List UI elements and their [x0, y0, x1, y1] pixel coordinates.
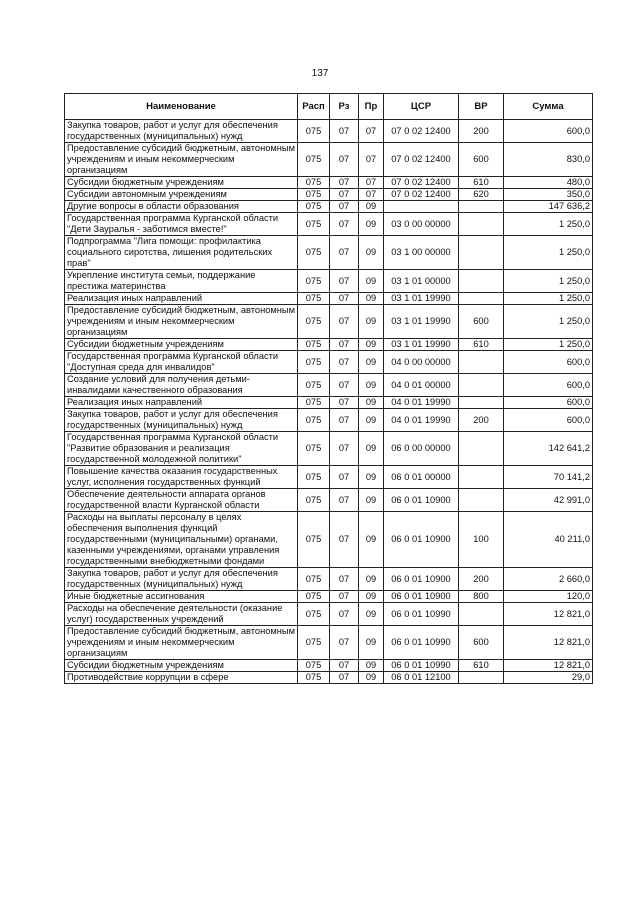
table-cell-pr: 09 [359, 672, 384, 684]
table-cell-sum: 142 641,2 [504, 432, 593, 466]
table-row [65, 270, 593, 293]
page-number: 137 [311, 68, 329, 79]
header-rasp: Расп [298, 94, 330, 120]
table-cell-rz: 07 [330, 568, 359, 591]
table-cell-vr [459, 466, 504, 489]
table-cell-vr: 620 [459, 189, 504, 201]
table-cell-rasp: 075 [298, 120, 330, 143]
table-cell-vr: 200 [459, 120, 504, 143]
table-cell-sum: 70 141,2 [504, 466, 593, 489]
table-cell-rasp: 075 [298, 270, 330, 293]
table-cell-rasp: 075 [298, 626, 330, 660]
table-cell-rasp: 075 [298, 432, 330, 466]
table-cell-sum: 1 250,0 [504, 305, 593, 339]
table-cell-csr: 06 0 01 10900 [384, 591, 459, 603]
table-cell-name: Закупка товаров, работ и услуг для обеспечения государственных (муниципальных) нужд [65, 409, 298, 432]
table-cell-rasp: 075 [298, 293, 330, 305]
table-cell-vr [459, 213, 504, 236]
table-cell-rz: 07 [330, 120, 359, 143]
table-cell-vr [459, 270, 504, 293]
table-header-row [65, 94, 593, 120]
table-cell-vr [459, 432, 504, 466]
table-cell-name: Подпрограмма "Лига помощи: профилактика социального сиротства, лишения родительских прав" [65, 236, 298, 270]
table-row [65, 409, 593, 432]
table-cell-name: Иные бюджетные ассигнования [65, 591, 298, 603]
table-cell-rasp: 075 [298, 591, 330, 603]
table-cell-name: Реализация иных направлений [65, 293, 298, 305]
table-cell-csr: 03 1 00 00000 [384, 236, 459, 270]
table-cell-csr: 07 0 02 12400 [384, 120, 459, 143]
table-cell-rz: 07 [330, 339, 359, 351]
table-cell-rz: 07 [330, 374, 359, 397]
table-cell-sum: 600,0 [504, 409, 593, 432]
table-row [65, 397, 593, 409]
table-cell-pr: 09 [359, 466, 384, 489]
table-cell-csr: 06 0 01 12100 [384, 672, 459, 684]
table-cell-csr: 04 0 01 19990 [384, 409, 459, 432]
table-cell-rz: 07 [330, 351, 359, 374]
table-cell-pr: 09 [359, 374, 384, 397]
table-cell-rasp: 075 [298, 305, 330, 339]
table-cell-rasp: 075 [298, 660, 330, 672]
table-cell-name: Субсидии бюджетным учреждениям [65, 177, 298, 189]
table-cell-name: Государственная программа Курганской области "Дети Зауралья - заботимся вместе!" [65, 213, 298, 236]
table-cell-sum: 147 636,2 [504, 201, 593, 213]
table-cell-sum: 40 211,0 [504, 512, 593, 568]
table-cell-pr: 09 [359, 293, 384, 305]
table-cell-rasp: 075 [298, 512, 330, 568]
table-cell-sum: 12 821,0 [504, 603, 593, 626]
table-cell-csr: 04 0 01 19990 [384, 397, 459, 409]
table-row [65, 568, 593, 591]
table-cell-name: Противодействие коррупции в сфере [65, 672, 298, 684]
table-cell-name: Предоставление субсидий бюджетным, автономным учреждениям и иным некоммерческим организациям [65, 305, 298, 339]
table-cell-rz: 07 [330, 201, 359, 213]
table-cell-name: Обеспечение деятельности аппарата органов государственной власти Курганской области [65, 489, 298, 512]
table-cell-pr: 09 [359, 489, 384, 512]
table-cell-sum: 29,0 [504, 672, 593, 684]
table-cell-sum: 1 250,0 [504, 339, 593, 351]
table-cell-csr: 06 0 01 10990 [384, 660, 459, 672]
table-cell-rz: 07 [330, 293, 359, 305]
table-cell-rz: 07 [330, 591, 359, 603]
table-cell-vr: 200 [459, 409, 504, 432]
table-cell-sum: 1 250,0 [504, 293, 593, 305]
table-cell-rz: 07 [330, 512, 359, 568]
table-cell-sum: 12 821,0 [504, 660, 593, 672]
table-cell-csr: 07 0 02 12400 [384, 143, 459, 177]
table-cell-name: Предоставление субсидий бюджетным, автономным учреждениям и иным некоммерческим организациям [65, 626, 298, 660]
table-cell-name: Государственная программа Курганской области "Доступная среда для инвалидов" [65, 351, 298, 374]
table-cell-name: Государственная программа Курганской области "Развитие образования и реализация государственной молодежной политики" [65, 432, 298, 466]
table-cell-sum: 2 660,0 [504, 568, 593, 591]
table-cell-rasp: 075 [298, 568, 330, 591]
table-cell-vr [459, 201, 504, 213]
table-cell-rz: 07 [330, 489, 359, 512]
table-cell-rz: 07 [330, 672, 359, 684]
table-cell-pr: 09 [359, 568, 384, 591]
table-cell-name: Предоставление субсидий бюджетным, автономным учреждениям и иным некоммерческим организациям [65, 143, 298, 177]
table-cell-name: Закупка товаров, работ и услуг для обеспечения государственных (муниципальных) нужд [65, 568, 298, 591]
table-cell-rz: 07 [330, 213, 359, 236]
table-cell-name: Реализация иных направлений [65, 397, 298, 409]
table-cell-pr: 09 [359, 409, 384, 432]
table-cell-sum: 1 250,0 [504, 270, 593, 293]
table-cell-name: Другие вопросы в области образования [65, 201, 298, 213]
table-cell-csr: 06 0 01 10900 [384, 489, 459, 512]
table-cell-pr: 09 [359, 591, 384, 603]
table-row [65, 660, 593, 672]
table-row [65, 603, 593, 626]
table-cell-pr: 07 [359, 189, 384, 201]
table-cell-vr [459, 603, 504, 626]
table-cell-csr: 07 0 02 12400 [384, 189, 459, 201]
table-row [65, 201, 593, 213]
table-cell-vr [459, 351, 504, 374]
table-cell-sum: 1 250,0 [504, 213, 593, 236]
table-cell-csr: 04 0 00 00000 [384, 351, 459, 374]
table-cell-pr: 09 [359, 213, 384, 236]
table-cell-vr: 200 [459, 568, 504, 591]
table-cell-rasp: 075 [298, 397, 330, 409]
table-cell-name: Субсидии автономным учреждениям [65, 189, 298, 201]
table-row [65, 177, 593, 189]
table-cell-pr: 09 [359, 305, 384, 339]
table-cell-sum: 830,0 [504, 143, 593, 177]
table-cell-csr: 06 0 01 10990 [384, 603, 459, 626]
table-cell-name: Субсидии бюджетным учреждениям [65, 660, 298, 672]
table-cell-vr: 610 [459, 177, 504, 189]
budget-table [64, 93, 593, 684]
table-cell-rasp: 075 [298, 603, 330, 626]
table-cell-csr: 03 1 01 19990 [384, 293, 459, 305]
table-cell-rasp: 075 [298, 466, 330, 489]
table-cell-sum: 480,0 [504, 177, 593, 189]
table-cell-pr: 09 [359, 603, 384, 626]
table-cell-pr: 09 [359, 432, 384, 466]
table-cell-rz: 07 [330, 143, 359, 177]
header-vr: ВР [459, 94, 504, 120]
table-cell-csr: 03 0 00 00000 [384, 213, 459, 236]
table-cell-csr: 06 0 01 00000 [384, 466, 459, 489]
table-cell-csr: 04 0 01 00000 [384, 374, 459, 397]
table-row [65, 374, 593, 397]
table-cell-pr: 09 [359, 397, 384, 409]
table-cell-pr: 09 [359, 660, 384, 672]
table-cell-csr: 06 0 01 10900 [384, 568, 459, 591]
table-cell-vr [459, 374, 504, 397]
table-cell-pr: 09 [359, 512, 384, 568]
table-cell-rasp: 075 [298, 672, 330, 684]
table-cell-sum: 42 991,0 [504, 489, 593, 512]
table-cell-vr [459, 672, 504, 684]
table-row [65, 626, 593, 660]
table-cell-vr: 600 [459, 626, 504, 660]
table-cell-csr: 06 0 01 10900 [384, 512, 459, 568]
table-cell-rz: 07 [330, 466, 359, 489]
table-cell-rasp: 075 [298, 489, 330, 512]
table-cell-rasp: 075 [298, 143, 330, 177]
table-cell-vr: 600 [459, 305, 504, 339]
table-cell-vr [459, 489, 504, 512]
table-cell-csr [384, 201, 459, 213]
table-cell-pr: 09 [359, 270, 384, 293]
table-cell-vr: 100 [459, 512, 504, 568]
table-cell-csr: 03 1 01 00000 [384, 270, 459, 293]
table-cell-pr: 09 [359, 626, 384, 660]
table-row [65, 213, 593, 236]
table-row [65, 120, 593, 143]
table-cell-name: Субсидии бюджетным учреждениям [65, 339, 298, 351]
table-row [65, 189, 593, 201]
table-row [65, 489, 593, 512]
table-cell-csr: 03 1 01 19990 [384, 305, 459, 339]
table-row [65, 512, 593, 568]
table-cell-name: Укрепление института семьи, поддержание престижа материнства [65, 270, 298, 293]
table-cell-rz: 07 [330, 626, 359, 660]
table-row [65, 591, 593, 603]
table-cell-pr: 07 [359, 177, 384, 189]
table-cell-vr: 610 [459, 339, 504, 351]
table-cell-pr: 09 [359, 201, 384, 213]
table-cell-rz: 07 [330, 409, 359, 432]
table-cell-pr: 09 [359, 351, 384, 374]
table-row [65, 339, 593, 351]
table-cell-rasp: 075 [298, 201, 330, 213]
table-cell-vr [459, 397, 504, 409]
table-cell-sum: 600,0 [504, 374, 593, 397]
header-pr: Пр [359, 94, 384, 120]
table-row [65, 293, 593, 305]
table-cell-csr: 03 1 01 19990 [384, 339, 459, 351]
table-cell-rz: 07 [330, 397, 359, 409]
table-cell-csr: 07 0 02 12400 [384, 177, 459, 189]
table-cell-name: Расходы на обеспечение деятельности (оказание услуг) государственных учреждений [65, 603, 298, 626]
table-cell-vr [459, 236, 504, 270]
table-cell-rz: 07 [330, 305, 359, 339]
table-cell-vr: 600 [459, 143, 504, 177]
table-cell-rasp: 075 [298, 213, 330, 236]
table-cell-sum: 120,0 [504, 591, 593, 603]
table-cell-rz: 07 [330, 189, 359, 201]
table-cell-csr: 06 0 00 00000 [384, 432, 459, 466]
header-csr: ЦСР [384, 94, 459, 120]
table-cell-rasp: 075 [298, 339, 330, 351]
table-row [65, 143, 593, 177]
table-cell-rz: 07 [330, 236, 359, 270]
table-cell-rz: 07 [330, 270, 359, 293]
table-cell-name: Расходы на выплаты персоналу в целях обеспечения выполнения функций государственными (муниципальными) органами, казенными учреждениями, органами управления государственными внебюджетными фондами [65, 512, 298, 568]
table-cell-pr: 07 [359, 120, 384, 143]
table-cell-sum: 600,0 [504, 120, 593, 143]
table-cell-sum: 600,0 [504, 351, 593, 374]
table-cell-rasp: 075 [298, 236, 330, 270]
table-row [65, 236, 593, 270]
header-sum: Сумма [504, 94, 593, 120]
table-cell-rasp: 075 [298, 177, 330, 189]
header-name: Наименование [65, 94, 298, 120]
table-cell-name: Закупка товаров, работ и услуг для обеспечения государственных (муниципальных) нужд [65, 120, 298, 143]
table-cell-name: Повышение качества оказания государственных услуг, исполнения государственных функций [65, 466, 298, 489]
table-cell-rz: 07 [330, 177, 359, 189]
table-cell-rz: 07 [330, 603, 359, 626]
table-cell-vr: 800 [459, 591, 504, 603]
table-cell-pr: 09 [359, 236, 384, 270]
table-cell-pr: 07 [359, 143, 384, 177]
table-row [65, 351, 593, 374]
table-cell-name: Создание условий для получения детьми-инвалидами качественного образования [65, 374, 298, 397]
table-cell-vr [459, 293, 504, 305]
table-cell-pr: 09 [359, 339, 384, 351]
table-cell-csr: 06 0 01 10990 [384, 626, 459, 660]
table-cell-sum: 350,0 [504, 189, 593, 201]
table-cell-sum: 1 250,0 [504, 236, 593, 270]
table-cell-rz: 07 [330, 432, 359, 466]
table-cell-rasp: 075 [298, 351, 330, 374]
table-cell-rasp: 075 [298, 374, 330, 397]
table-cell-rasp: 075 [298, 409, 330, 432]
table-cell-sum: 600,0 [504, 397, 593, 409]
table-cell-sum: 12 821,0 [504, 626, 593, 660]
table-row [65, 305, 593, 339]
header-rz: Рз [330, 94, 359, 120]
table-row [65, 466, 593, 489]
table-cell-vr: 610 [459, 660, 504, 672]
table-row [65, 432, 593, 466]
table-cell-rasp: 075 [298, 189, 330, 201]
table-cell-rz: 07 [330, 660, 359, 672]
table-row [65, 672, 593, 684]
